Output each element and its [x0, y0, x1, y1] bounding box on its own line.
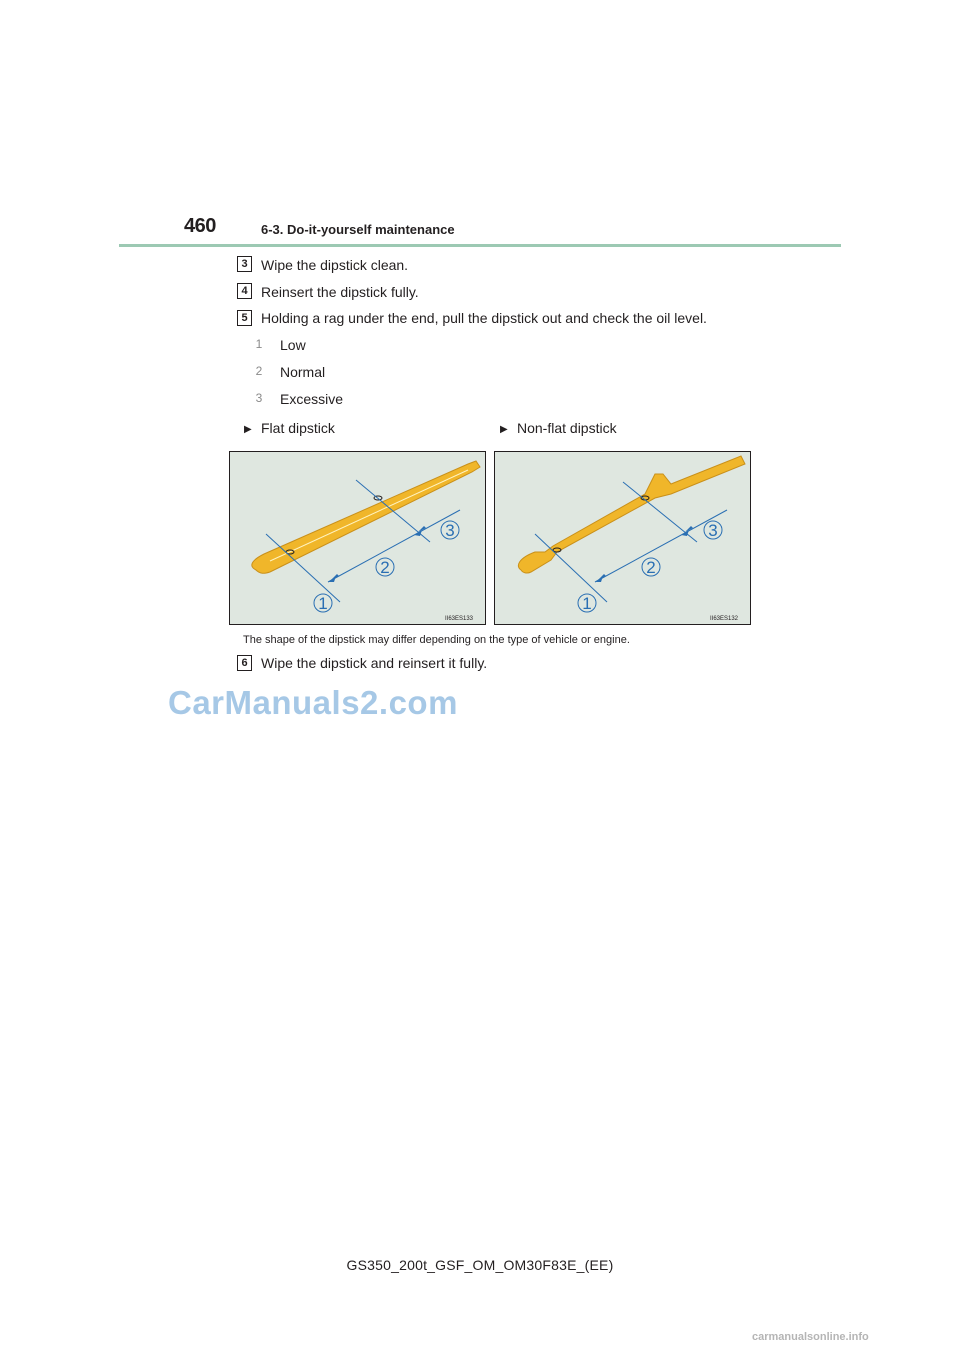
figure-caption: The shape of the dipstick may differ depending on the type of vehicle or engine.: [243, 634, 630, 646]
step-5-badge: 5: [237, 310, 252, 326]
step-3-text: Wipe the dipstick clean.: [261, 257, 409, 273]
level-3-number: 3: [255, 391, 263, 405]
callout-2: 2: [380, 558, 390, 577]
triangle-right-icon: ▶: [244, 424, 252, 435]
flat-dipstick-figure: [229, 451, 486, 625]
header-rule: [119, 244, 841, 247]
callout-3: 3: [445, 521, 455, 540]
level-low-label: Low: [280, 337, 306, 353]
step-6-badge: 6: [237, 655, 252, 671]
step-4-text: Reinsert the dipstick fully.: [261, 284, 419, 300]
non-flat-dipstick-figure: [494, 451, 751, 625]
page-number: 460: [184, 215, 216, 237]
figure-code: II63ES133: [445, 616, 474, 622]
level-2-number: 2: [255, 364, 263, 378]
step-5-text: Holding a rag under the end, pull the dipstick out and check the oil level.: [261, 310, 707, 326]
level-normal-label: Normal: [280, 364, 326, 380]
non-flat-dipstick-shape: [518, 456, 745, 573]
callout-3: 3: [708, 521, 718, 540]
level-excessive-label: Excessive: [280, 391, 344, 407]
footer-site-watermark: carmanualsonline.info: [752, 1331, 869, 1343]
non-flat-dipstick-heading: Non-flat dipstick: [517, 420, 617, 436]
section-title: 6-3. Do-it-yourself maintenance: [261, 222, 455, 237]
callout-2: 2: [646, 558, 656, 577]
flat-dipstick-heading: Flat dipstick: [261, 420, 335, 436]
figure-code: II63ES132: [710, 616, 739, 622]
step-3-badge: 3: [237, 256, 252, 272]
triangle-right-icon: ▶: [500, 424, 508, 435]
step-4-badge: 4: [237, 283, 252, 299]
step-6-text: Wipe the dipstick and reinsert it fully.: [261, 655, 488, 671]
level-1-number: 1: [255, 337, 263, 351]
watermark-logo: CarManuals2.com: [168, 684, 458, 721]
callout-1: 1: [582, 594, 592, 613]
footer-doc-id: GS350_200t_GSF_OM_OM30F83E_(EE): [346, 1257, 614, 1273]
callout-1: 1: [318, 594, 328, 613]
